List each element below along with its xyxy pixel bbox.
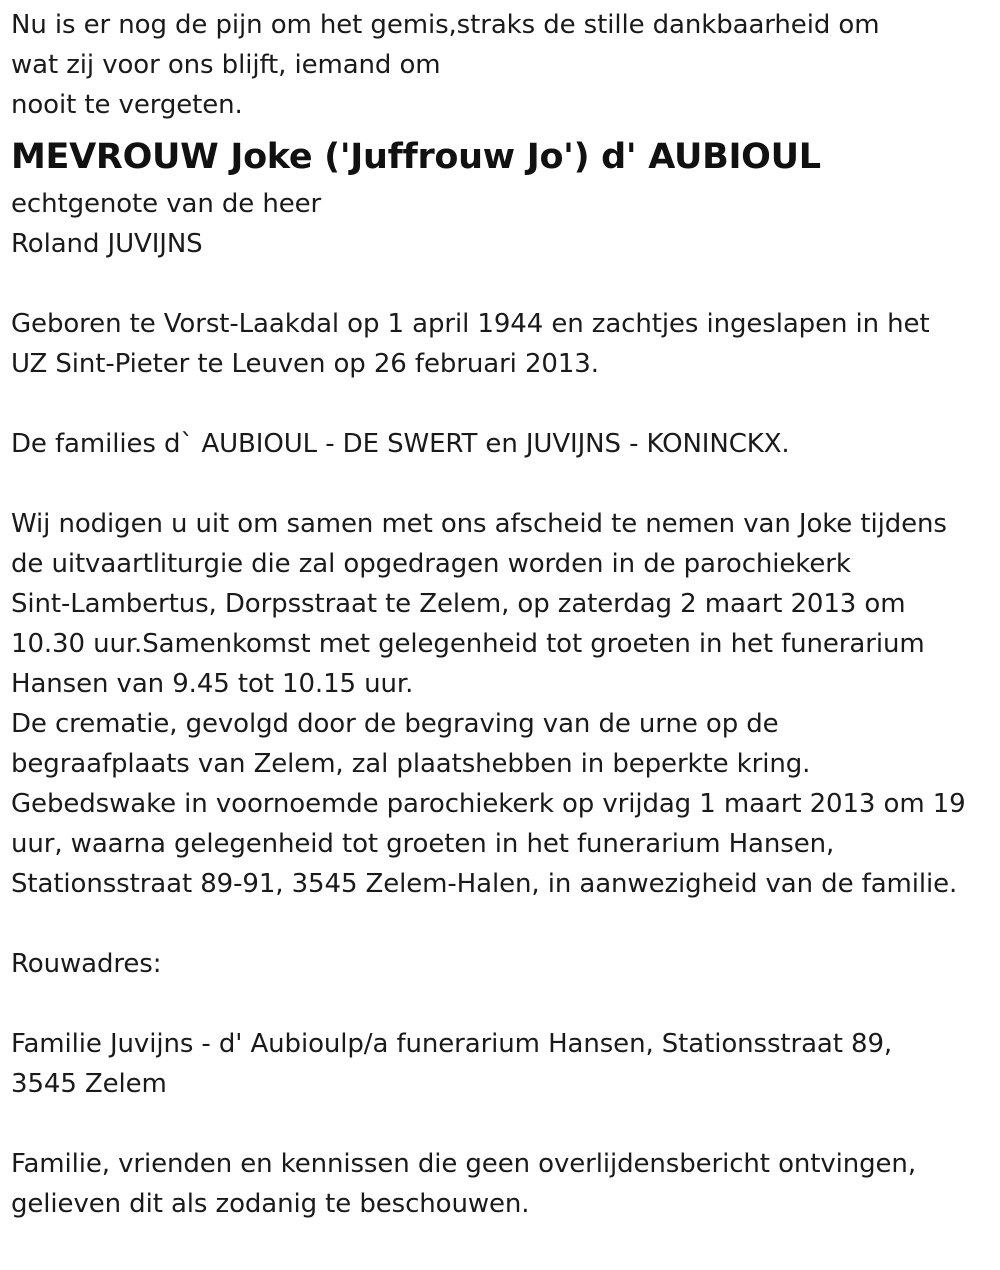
intro-line: wat zij voor ons blijft, iemand om: [11, 50, 441, 80]
address-line: Familie Juvijns - d' Aubioulp/a funerarium Hansen, Stationsstraat 89,: [11, 1029, 893, 1059]
birth-death-info: [11, 304, 1000, 384]
ceremony-line: De crematie, gevolgd door de begraving van de urne op de: [11, 709, 779, 739]
birth-line: Geboren te Vorst-Laakdal op 1 april 1944 en zachtjes ingeslapen in het: [11, 309, 930, 339]
families: [11, 424, 1000, 464]
intro-line: Nu is er nog de pijn om het gemis,straks de stille dankbaarheid om: [11, 10, 880, 40]
ceremony-line: de uitvaartliturgie die zal opgedragen worden in de parochiekerk: [11, 549, 851, 579]
spacer: [11, 984, 1000, 1024]
ceremony-line: begraafplaats van Zelem, zal plaatshebben in beperkte kring.: [11, 749, 811, 779]
mourning-address: [11, 1024, 1000, 1104]
spouse-line: Roland JUVIJNS: [11, 229, 203, 259]
ceremony-line: 10.30 uur.Samenkomst met gelegenheid tot groeten in het funerarium: [11, 629, 925, 659]
birth-line: UZ Sint-Pieter te Leuven op 26 februari 2013.: [11, 349, 599, 379]
spouse-line: echtgenote van de heer: [11, 189, 322, 219]
ceremony-info: [11, 504, 1000, 904]
address-line: 3545 Zelem: [11, 1069, 167, 1099]
ceremony-line: Gebedswake in voornoemde parochiekerk op vrijdag 1 maart 2013 om 19: [11, 789, 966, 819]
spacer: [11, 264, 1000, 304]
deceased-name-heading: MEVROUW Joke ('Juffrouw Jo') d' AUBIOUL: [11, 137, 821, 177]
ceremony-line: Wij nodigen u uit om samen met ons afscheid te nemen van Joke tijdens: [11, 509, 947, 539]
ceremony-line: Sint-Lambertus, Dorpsstraat te Zelem, op zaterdag 2 maart 2013 om: [11, 589, 906, 619]
spouse-info: [11, 184, 1000, 264]
ceremony-line: Hansen van 9.45 tot 10.15 uur.: [11, 669, 414, 699]
closing-line: gelieven dit als zodanig te beschouwen.: [11, 1189, 530, 1219]
intro-verse: [11, 5, 1000, 125]
closing-note: [11, 1144, 1000, 1224]
ceremony-line: uur, waarna gelegenheid tot groeten in het funerarium Hansen,: [11, 829, 835, 859]
spacer: [11, 1104, 1000, 1144]
mourning-address-label: Rouwadres:: [11, 949, 162, 979]
spacer: [11, 384, 1000, 424]
ceremony-line: Stationsstraat 89-91, 3545 Zelem-Halen, in aanwezigheid van de familie.: [11, 869, 958, 899]
spacer: [11, 464, 1000, 504]
intro-line: nooit te vergeten.: [11, 90, 243, 120]
spacer: [11, 904, 1000, 944]
families-line: De families d` AUBIOUL - DE SWERT en JUVIJNS - KONINCKX.: [11, 429, 790, 459]
closing-line: Familie, vrienden en kennissen die geen overlijdensbericht ontvingen,: [11, 1149, 916, 1179]
